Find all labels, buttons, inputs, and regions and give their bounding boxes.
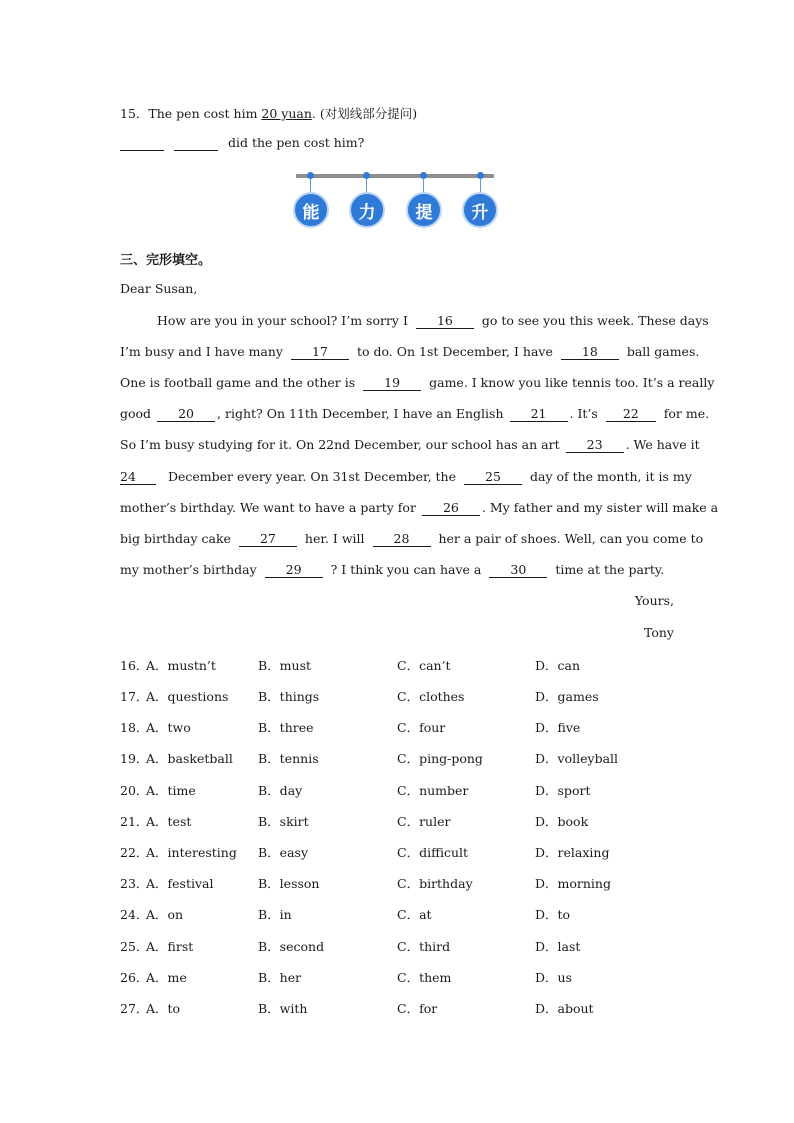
option-row bbox=[120, 999, 680, 1019]
option-a[interactable]: A．me bbox=[146, 970, 187, 985]
letter-line bbox=[120, 344, 699, 360]
question-number: 23． bbox=[120, 876, 149, 891]
letter-text: ? I think you can have a bbox=[330, 562, 482, 577]
cloze-blank-20[interactable]: 20 bbox=[157, 407, 215, 422]
option-d[interactable]: D．last bbox=[535, 939, 581, 954]
banner-badge: 提 bbox=[406, 192, 442, 228]
option-c[interactable]: C．them bbox=[397, 970, 452, 985]
option-c[interactable]: C．for bbox=[397, 1001, 438, 1016]
option-c[interactable]: C．four bbox=[397, 720, 446, 735]
banner-stem bbox=[366, 178, 367, 192]
option-d[interactable]: D．volleyball bbox=[535, 751, 619, 766]
option-row bbox=[120, 656, 680, 676]
letter-text: mother’s birthday. We want to have a party for bbox=[120, 500, 416, 515]
option-c[interactable]: C．birthday bbox=[397, 876, 473, 891]
cloze-blank-25[interactable]: 25 bbox=[464, 470, 522, 485]
option-c[interactable]: C．ping-pong bbox=[397, 751, 483, 766]
option-d[interactable]: D．to bbox=[535, 907, 571, 922]
option-b[interactable]: B．second bbox=[258, 939, 325, 954]
option-row bbox=[120, 781, 680, 801]
option-c[interactable]: C．can’t bbox=[397, 658, 451, 673]
cloze-blank-23[interactable]: 23 bbox=[566, 438, 624, 453]
option-d[interactable]: D．book bbox=[535, 814, 589, 829]
option-a[interactable]: A．two bbox=[146, 720, 191, 735]
option-a[interactable]: A．time bbox=[146, 783, 196, 798]
option-b[interactable]: B．skirt bbox=[258, 814, 309, 829]
letter-text: . We have it bbox=[625, 437, 700, 452]
option-c[interactable]: C．ruler bbox=[397, 814, 451, 829]
banner-badge: 能 bbox=[293, 192, 329, 228]
question-number: 17． bbox=[120, 689, 149, 704]
letter-line bbox=[120, 375, 714, 391]
option-c[interactable]: C．clothes bbox=[397, 689, 465, 704]
banner-badge: 升 bbox=[462, 192, 498, 228]
option-d[interactable]: D．us bbox=[535, 970, 572, 985]
option-a[interactable]: A．test bbox=[146, 814, 192, 829]
option-d[interactable]: D．sport bbox=[535, 783, 591, 798]
option-row bbox=[120, 968, 680, 988]
letter-text: , right? On 11th December, I have an English bbox=[217, 406, 504, 421]
letter-line bbox=[120, 406, 709, 422]
banner-badge: 力 bbox=[349, 192, 385, 228]
option-row bbox=[120, 687, 680, 707]
letter-closing: Yours, bbox=[634, 593, 674, 608]
option-d[interactable]: D．can bbox=[535, 658, 581, 673]
letter-text: I’m busy and I have many bbox=[120, 344, 283, 359]
option-a[interactable]: A．on bbox=[146, 907, 184, 922]
option-c[interactable]: C．third bbox=[397, 939, 451, 954]
banner-stem bbox=[480, 178, 481, 192]
letter-text: for me. bbox=[663, 406, 710, 421]
letter-text: her a pair of shoes. Well, can you come to bbox=[438, 531, 704, 546]
cloze-blank-21[interactable]: 21 bbox=[510, 407, 568, 422]
option-row bbox=[120, 812, 680, 832]
answer-blank-1[interactable] bbox=[120, 136, 164, 151]
question-number: 26． bbox=[120, 970, 149, 985]
question-number: 25． bbox=[120, 939, 149, 954]
letter-text: ball games. bbox=[626, 344, 700, 359]
question-number: 21． bbox=[120, 814, 149, 829]
section-heading: 三、完形填空。 bbox=[120, 253, 212, 268]
cloze-blank-27[interactable]: 27 bbox=[239, 532, 297, 547]
cloze-blank-28[interactable]: 28 bbox=[373, 532, 431, 547]
letter-line bbox=[120, 500, 718, 516]
option-row bbox=[120, 843, 680, 863]
cloze-blank-17[interactable]: 17 bbox=[291, 345, 349, 360]
option-b[interactable]: B．tennis bbox=[258, 751, 319, 766]
option-row bbox=[120, 749, 680, 769]
option-a[interactable]: A．interesting bbox=[146, 845, 237, 860]
letter-text: . It’s bbox=[569, 406, 598, 421]
letter-signature: Tony bbox=[643, 625, 674, 640]
option-b[interactable]: B．must bbox=[258, 658, 312, 673]
option-b[interactable]: B．lesson bbox=[258, 876, 320, 891]
question-text: The pen cost him bbox=[148, 106, 262, 121]
letter-text: So I’m busy studying for it. On 22nd December, our school has an art bbox=[120, 437, 560, 452]
question-15 bbox=[120, 104, 417, 122]
letter-text: day of the month, it is my bbox=[529, 469, 692, 484]
option-a[interactable]: A．festival bbox=[146, 876, 214, 891]
letter-line bbox=[120, 531, 703, 547]
answer-tail: did the pen cost him? bbox=[227, 135, 365, 150]
cloze-blank-19[interactable]: 19 bbox=[363, 376, 421, 391]
letter-text: How are you in your school? I’m sorry I bbox=[157, 313, 408, 328]
option-a[interactable]: A．basketball bbox=[146, 751, 233, 766]
option-d[interactable]: D．five bbox=[535, 720, 581, 735]
cloze-blank-24[interactable]: 24 bbox=[120, 470, 156, 485]
letter-line bbox=[120, 437, 700, 453]
cloze-blank-22[interactable]: 22 bbox=[606, 407, 656, 422]
option-c[interactable]: C．difficult bbox=[397, 845, 469, 860]
underlined-phrase: 20 yuan bbox=[261, 106, 312, 121]
option-d[interactable]: D．morning bbox=[535, 876, 611, 891]
option-b[interactable]: B．her bbox=[258, 970, 302, 985]
banner-stem bbox=[310, 178, 311, 192]
question-15-answer bbox=[120, 135, 364, 151]
question-number: 22． bbox=[120, 845, 149, 860]
letter-text: One is football game and the other is bbox=[120, 375, 356, 390]
option-d[interactable]: D．about bbox=[535, 1001, 594, 1016]
letter-greeting: Dear Susan, bbox=[120, 281, 198, 296]
option-row bbox=[120, 874, 680, 894]
cloze-blank-18[interactable]: 18 bbox=[561, 345, 619, 360]
cloze-blank-29[interactable]: 29 bbox=[265, 563, 323, 578]
letter-text: my mother’s birthday bbox=[120, 562, 257, 577]
letter-text: good bbox=[120, 406, 152, 421]
letter-line bbox=[157, 313, 709, 329]
option-row bbox=[120, 905, 680, 925]
question-number: 18． bbox=[120, 720, 149, 735]
letter-line bbox=[120, 469, 692, 485]
option-a[interactable]: A．first bbox=[146, 939, 194, 954]
option-row bbox=[120, 718, 680, 738]
question-number: 24． bbox=[120, 907, 149, 922]
question-number: 16． bbox=[120, 658, 149, 673]
option-c[interactable]: C．at bbox=[397, 907, 432, 922]
letter-text: time at the party. bbox=[555, 562, 665, 577]
answer-blank-2[interactable] bbox=[174, 136, 218, 151]
option-d[interactable]: D．relaxing bbox=[535, 845, 610, 860]
letter-text: big birthday cake bbox=[120, 531, 231, 546]
option-a[interactable]: A．to bbox=[146, 1001, 181, 1016]
letter-text: game. I know you like tennis too. It’s a really bbox=[429, 375, 715, 390]
cloze-blank-30[interactable]: 30 bbox=[489, 563, 547, 578]
question-number: 20． bbox=[120, 783, 149, 798]
option-b[interactable]: B．three bbox=[258, 720, 314, 735]
cloze-blank-16[interactable]: 16 bbox=[416, 314, 474, 329]
option-c[interactable]: C．number bbox=[397, 783, 469, 798]
banner-bar bbox=[296, 174, 494, 178]
option-row bbox=[120, 937, 680, 957]
option-a[interactable]: A．mustn’t bbox=[146, 658, 216, 673]
option-b[interactable]: B．things bbox=[258, 689, 320, 704]
option-d[interactable]: D．games bbox=[535, 689, 599, 704]
cloze-blank-26[interactable]: 26 bbox=[422, 501, 480, 516]
option-b[interactable]: B．in bbox=[258, 907, 292, 922]
option-b[interactable]: B．with bbox=[258, 1001, 308, 1016]
question-number: 19． bbox=[120, 751, 149, 766]
letter-text: go to see you this week. These days bbox=[481, 313, 709, 328]
letter-text: . My father and my sister will make a bbox=[481, 500, 719, 515]
question-instruction: . (对划线部分提问) bbox=[311, 106, 418, 121]
letter-line bbox=[120, 562, 664, 578]
banner-stem bbox=[423, 178, 424, 192]
letter-text: December every year. On 31st December, the bbox=[167, 469, 457, 484]
option-b[interactable]: B．day bbox=[258, 783, 303, 798]
option-b[interactable]: B．easy bbox=[258, 845, 309, 860]
option-a[interactable]: A．questions bbox=[146, 689, 229, 704]
question-number: 27． bbox=[120, 1001, 149, 1016]
letter-text: to do. On 1st December, I have bbox=[356, 344, 553, 359]
letter-text: her. I will bbox=[304, 531, 365, 546]
question-number: 15． bbox=[120, 106, 149, 121]
